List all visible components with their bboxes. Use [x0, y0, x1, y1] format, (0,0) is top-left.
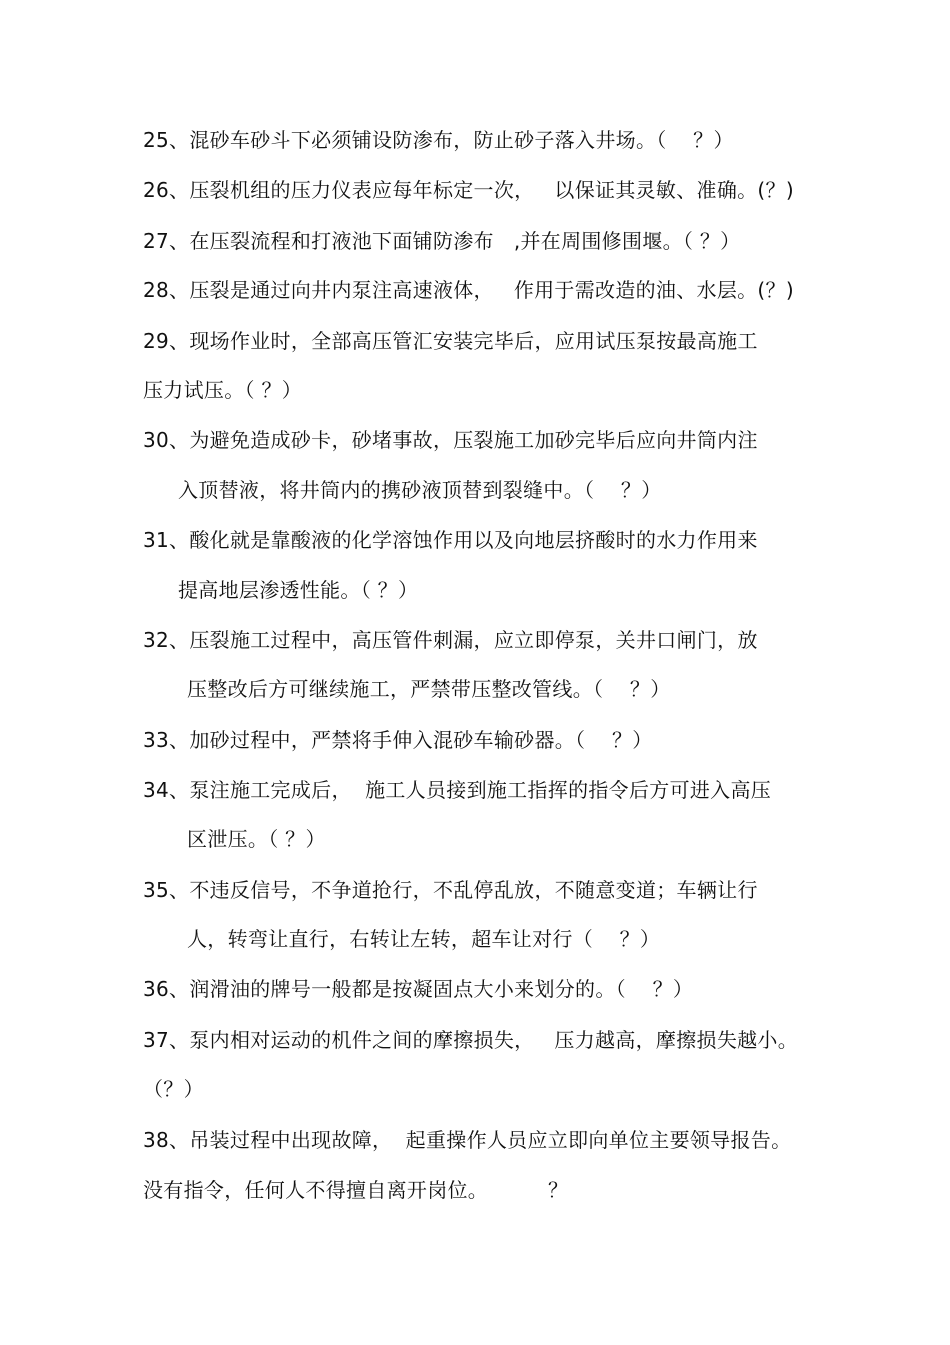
question-33: 33、加砂过程中，严禁将手伸入混砂车输砂器。（ ？）	[143, 728, 653, 752]
question-26: 26、压裂机组的压力仪表应每年标定一次， 以保证其灵敏、准确。(？)	[143, 178, 794, 202]
question-27: 27、在压裂流程和打液池下面铺防渗布 ,并在周围修围堰。（ ？）	[143, 229, 741, 253]
question-25: 25、混砂车砂斗下必须铺设防渗布，防止砂子落入井场。（ ？）	[143, 128, 734, 152]
question-30-continued: 入顶替液，将井筒内的携砂液顶替到裂缝中。（ ？）	[178, 478, 662, 502]
question-35: 35、不违反信号，不争道抢行，不乱停乱放，不随意变道；车辆让行	[143, 878, 758, 902]
question-38-continued: 没有指令，任何人不得擅自离开岗位。 ？	[143, 1178, 569, 1202]
question-32: 32、压裂施工过程中，高压管件刺漏，应立即停泵，关井口闸门，放	[143, 628, 758, 652]
question-35-continued: 人，转弯让直行，右转让左转，超车让对行（ ？）	[187, 927, 661, 951]
question-28: 28、压裂是通过向井内泵注高速液体， 作用于需改造的油、水层。(？)	[143, 278, 794, 302]
question-34: 34、泵注施工完成后， 施工人员接到施工指挥的指令后方可进入高压	[143, 778, 772, 802]
question-29-continued: 压力试压。（ ？）	[143, 378, 303, 402]
question-30: 30、为避免造成砂卡，砂堵事故，压裂施工加砂完毕后应向井筒内注	[143, 428, 758, 452]
question-29: 29、现场作业时，全部高压管汇安装完毕后，应用试压泵按最高施工	[143, 329, 758, 353]
question-38: 38、吊装过程中出现故障， 起重操作人员应立即向单位主要领导报告。	[143, 1128, 792, 1152]
question-36: 36、润滑油的牌号一般都是按凝固点大小来划分的。（ ？）	[143, 977, 694, 1001]
question-37: 37、泵内相对运动的机件之间的摩擦损失， 压力越高，摩擦损失越小。	[143, 1028, 799, 1052]
question-32-continued: 压整改后方可继续施工，严禁带压整改管线。（ ？）	[187, 677, 671, 701]
question-34-continued: 区泄压。（ ？）	[187, 827, 326, 851]
question-37-continued: （？）	[143, 1077, 204, 1101]
question-31-continued: 提高地层渗透性能。（ ？）	[178, 578, 419, 602]
question-31: 31、酸化就是靠酸液的化学溶蚀作用以及向地层挤酸时的水力作用来	[143, 528, 758, 552]
